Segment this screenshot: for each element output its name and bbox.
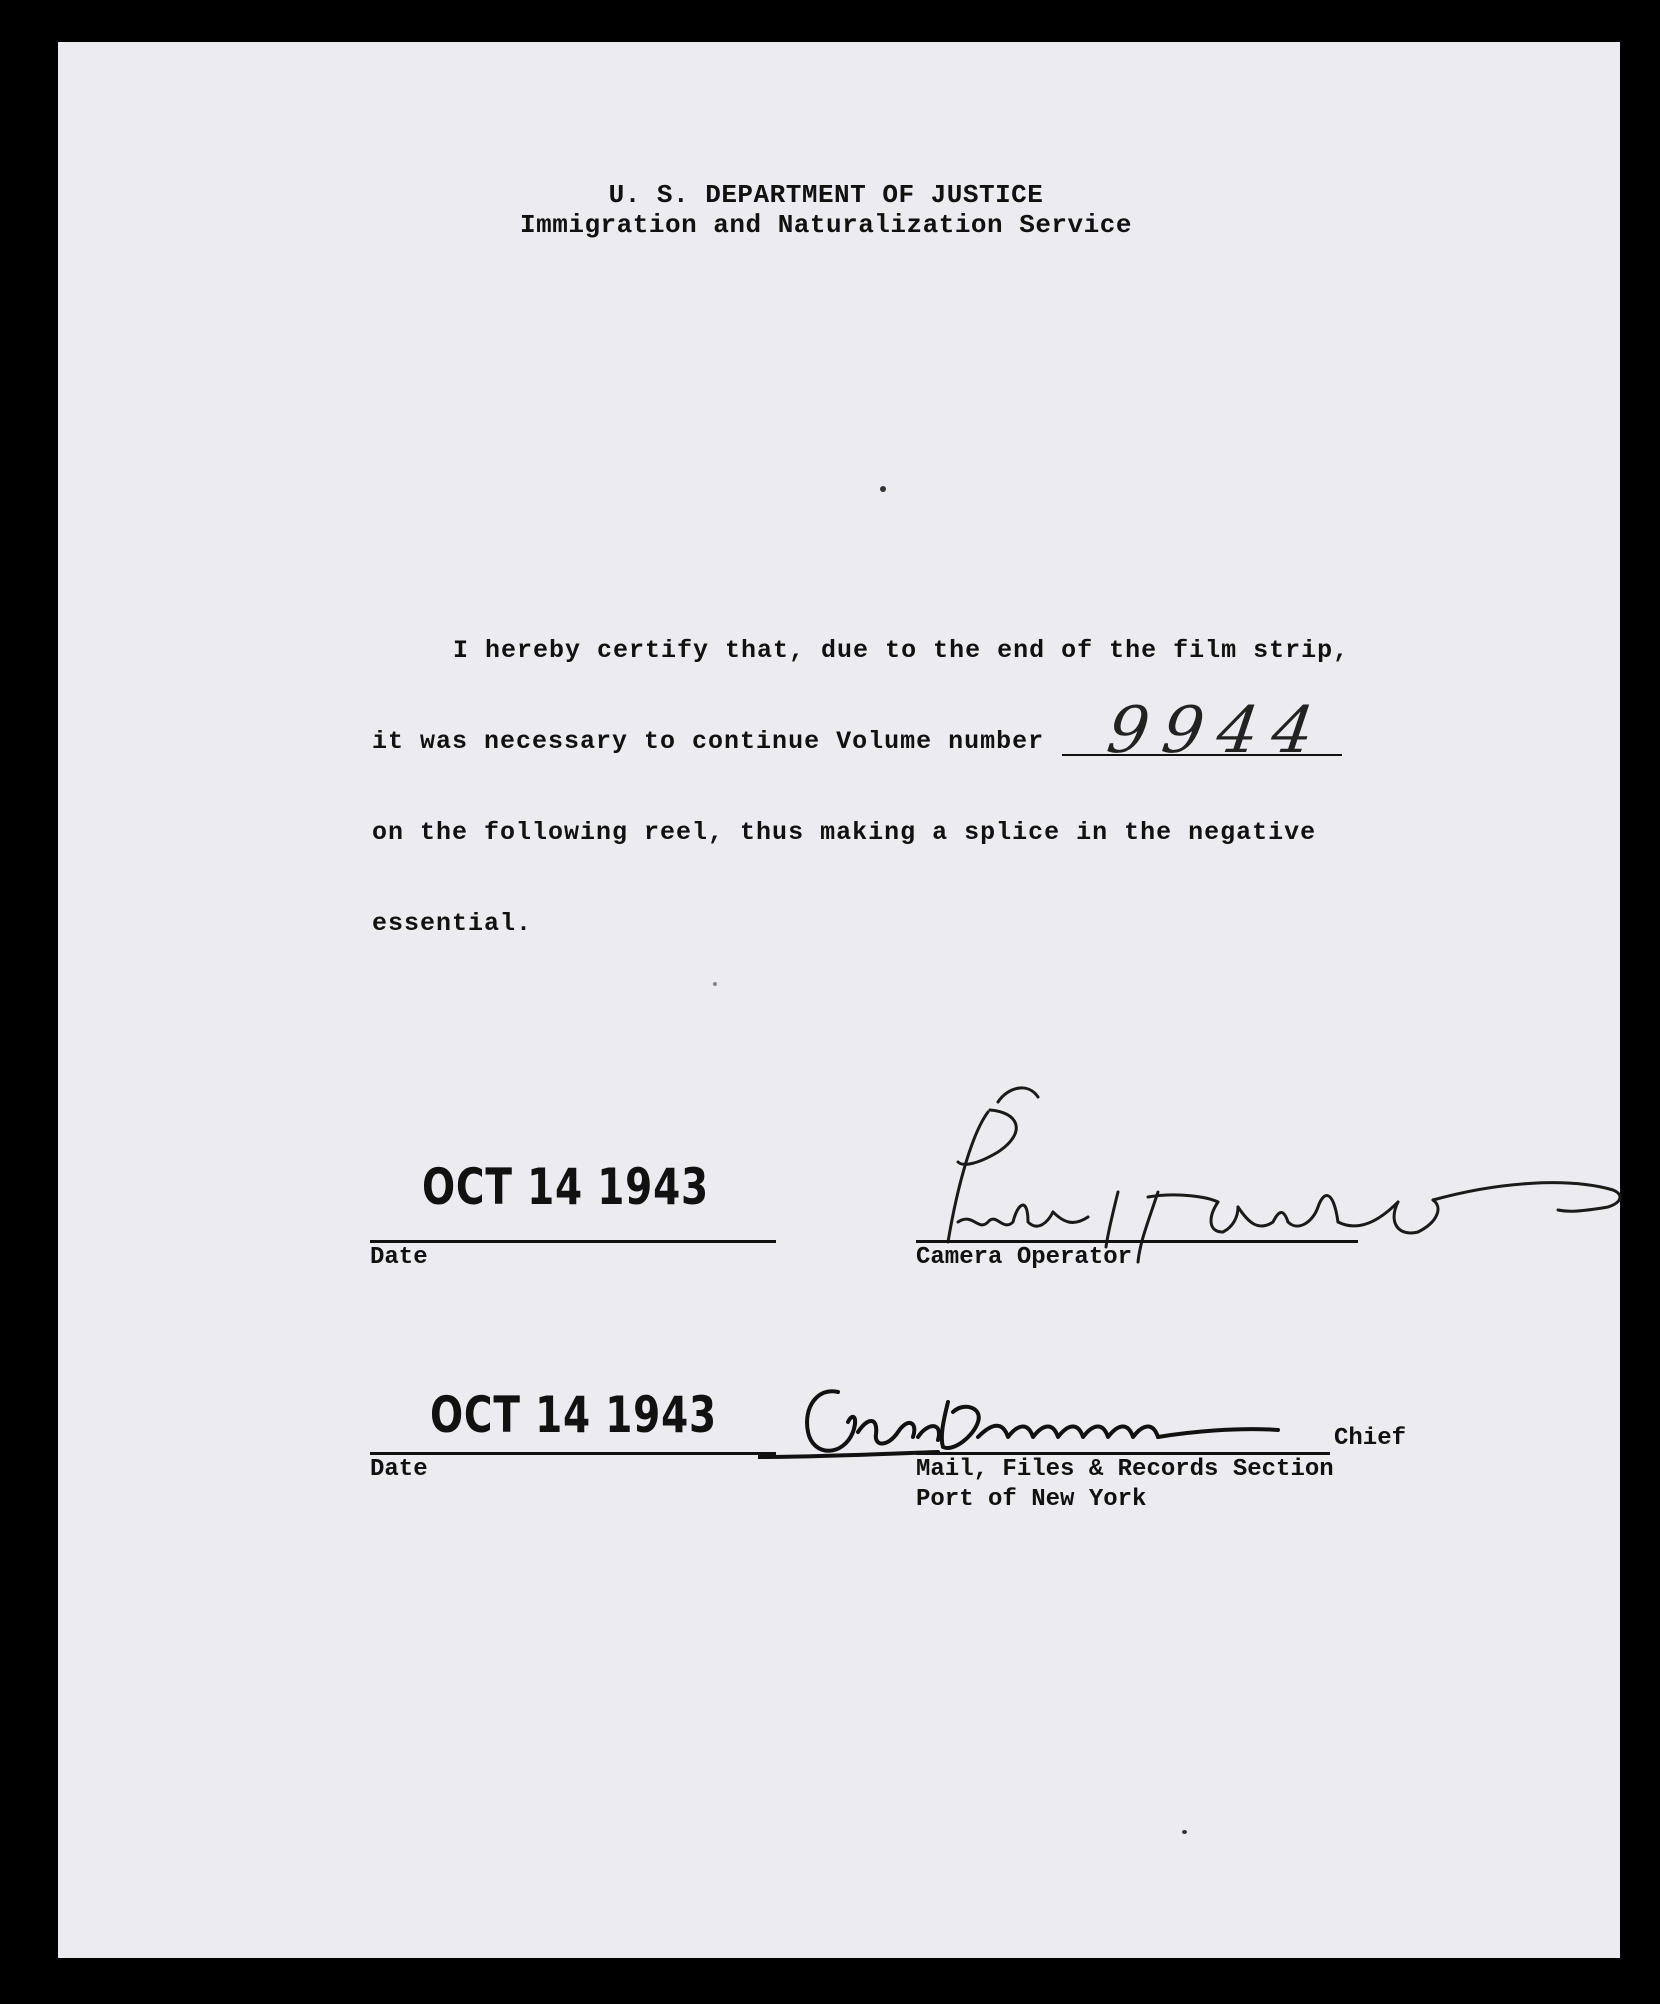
volume-number-handwritten: 9944 <box>1102 694 1333 768</box>
camera-operator-rule <box>916 1240 1358 1243</box>
chief-title: Chief <box>1334 1425 1407 1452</box>
chief-port-title: Port of New York <box>916 1486 1147 1513</box>
document-page <box>58 42 1620 1958</box>
certificate-line-1: I hereby certify that, due to the end of the film strip, <box>453 636 1350 665</box>
certificate-line-4: essential. <box>372 909 533 938</box>
dust-speck <box>713 982 717 986</box>
dust-speck <box>880 486 886 492</box>
camera-date-rule <box>370 1240 776 1243</box>
dust-speck <box>1182 1830 1187 1834</box>
chief-date-rule <box>370 1452 776 1455</box>
chief-date-stamp: OCT 14 1943 <box>430 1386 717 1444</box>
chief-section-title: Mail, Files & Records Section <box>916 1456 1334 1483</box>
camera-date-label: Date <box>370 1244 428 1271</box>
certificate-line-3: on the following reel, thus making a splice in the negative <box>372 818 1317 847</box>
certificate-line-2: it was necessary to continue Volume number <box>372 727 1045 756</box>
camera-date-stamp: OCT 14 1943 <box>422 1158 709 1216</box>
service-heading: Immigration and Naturalization Service <box>520 210 1132 240</box>
camera-operator-label: Camera Operator <box>916 1244 1133 1271</box>
chief-date-label: Date <box>370 1456 428 1483</box>
chief-signature-rule <box>916 1452 1330 1455</box>
department-heading: U. S. DEPARTMENT OF JUSTICE <box>608 180 1044 210</box>
